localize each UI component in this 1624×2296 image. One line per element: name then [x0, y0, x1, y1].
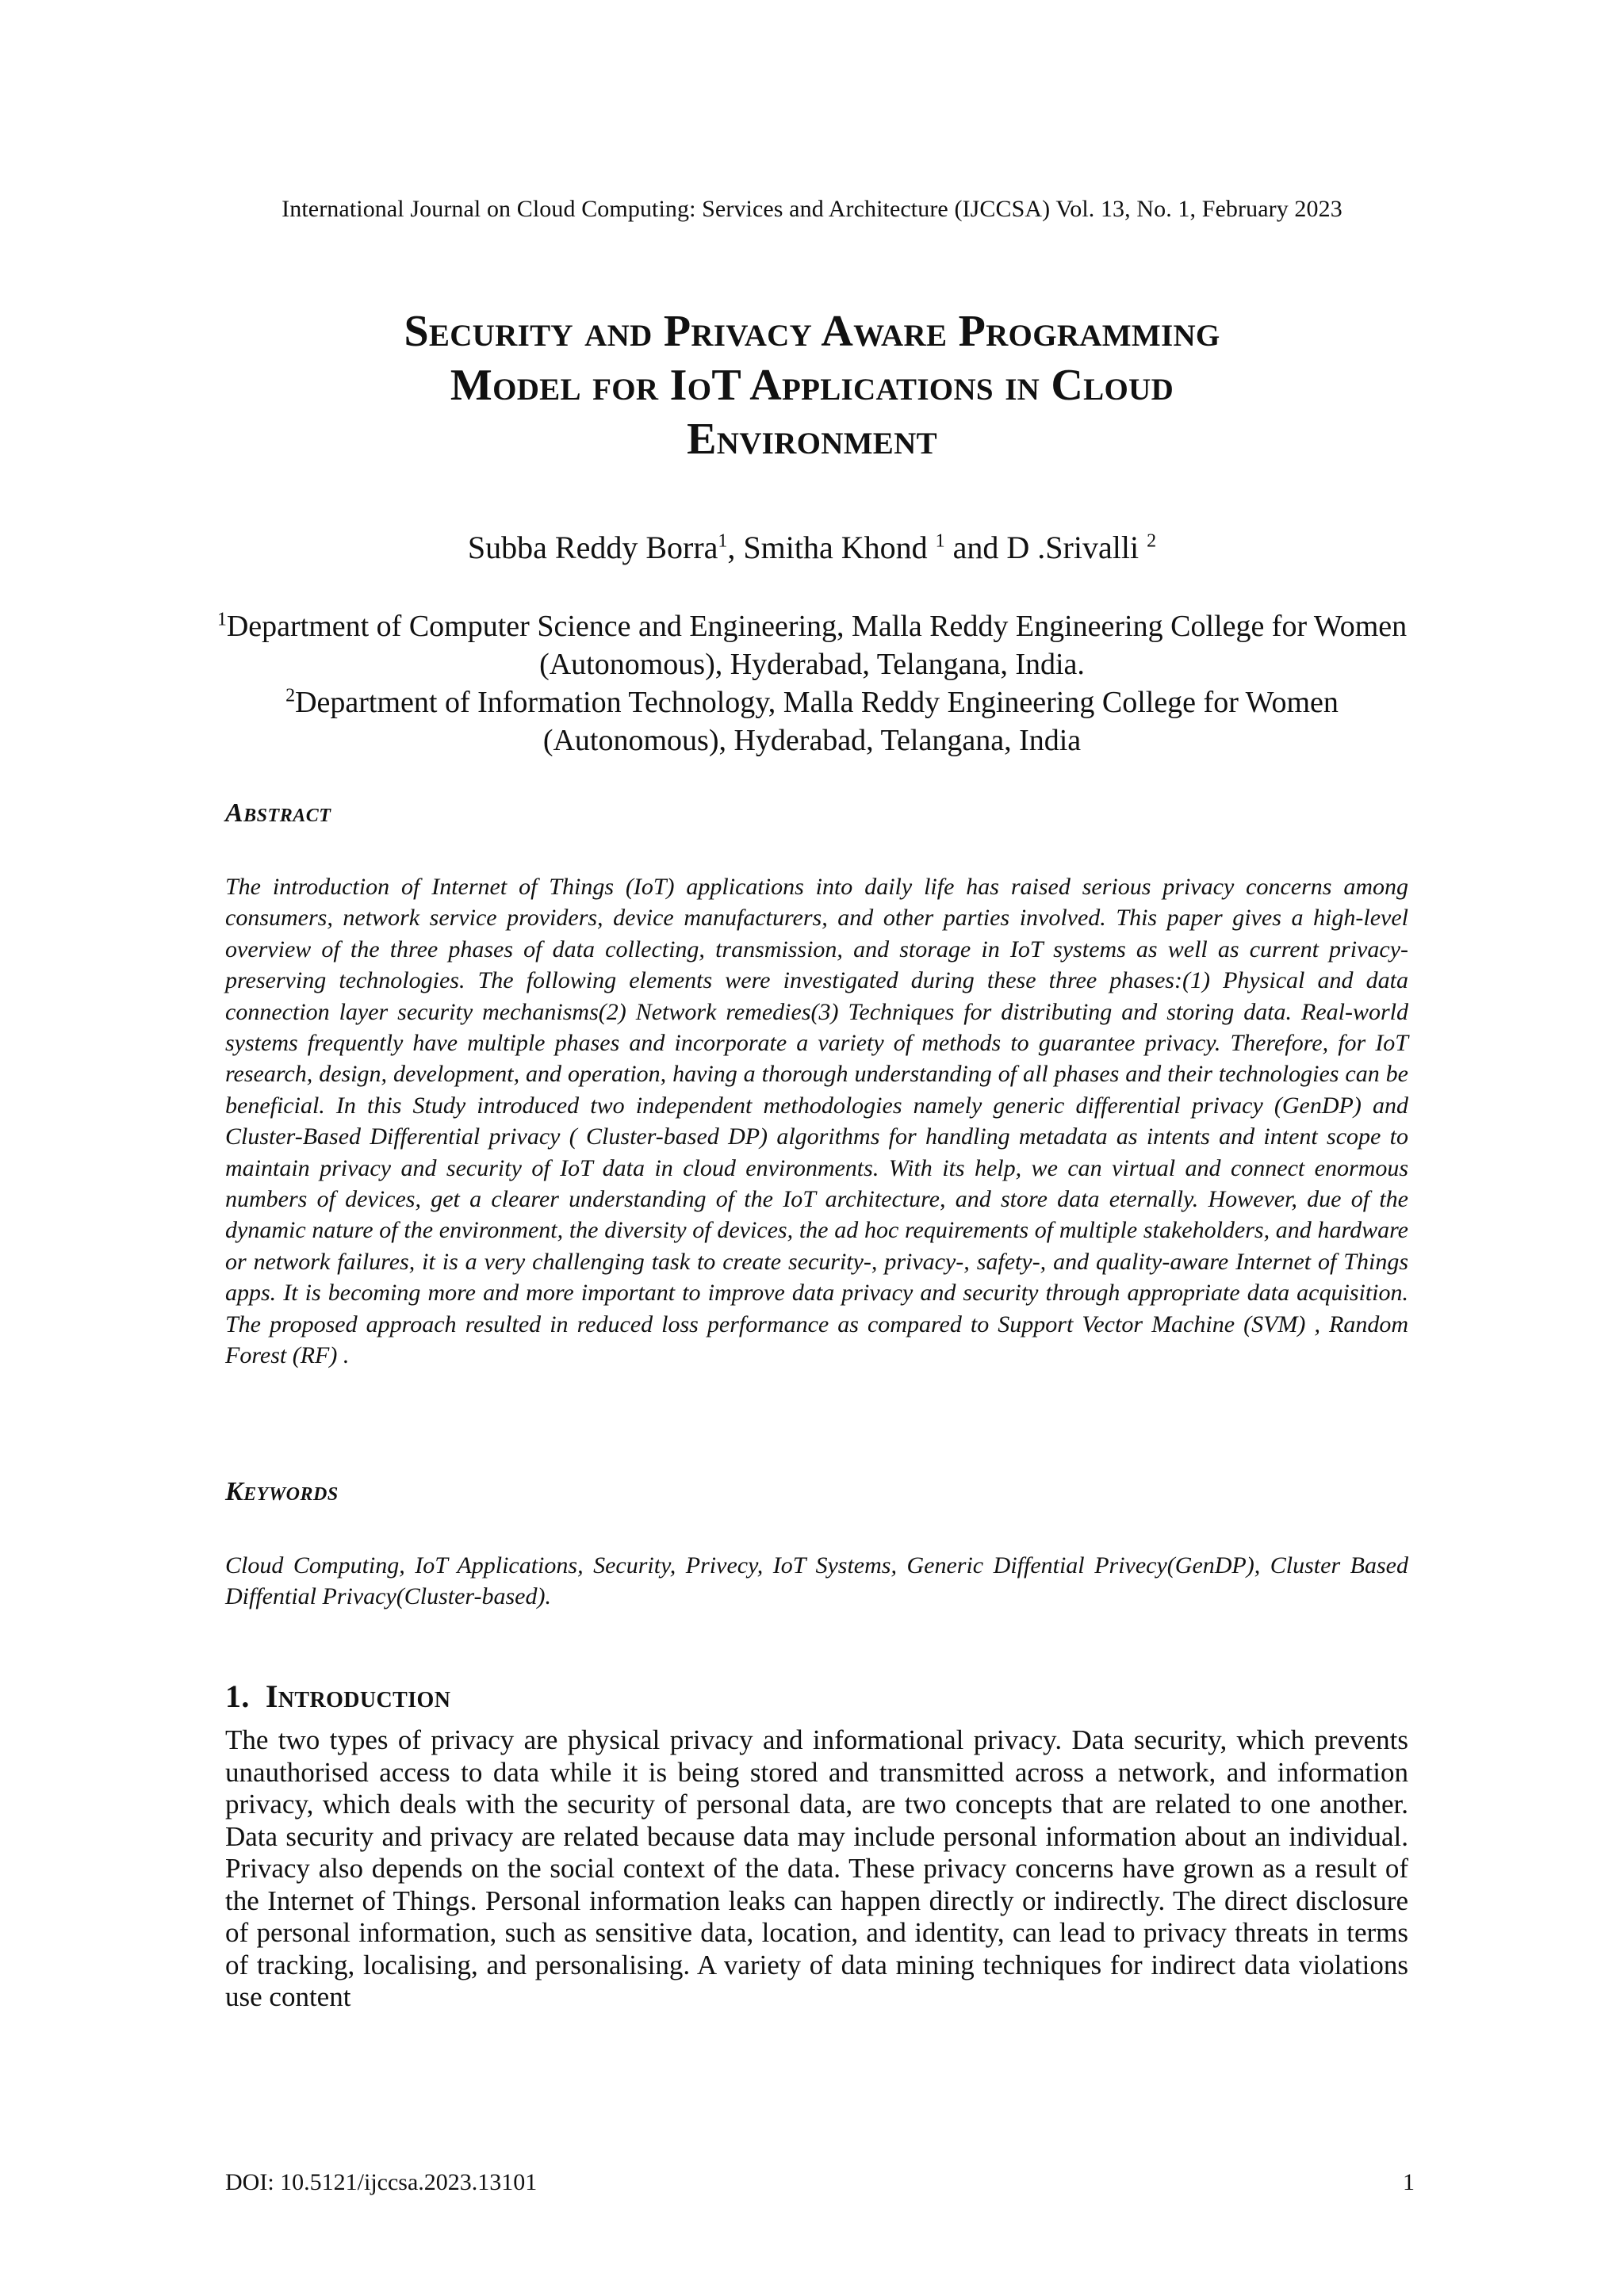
introduction-heading: [225, 1678, 450, 1716]
author-separator: and: [944, 530, 1007, 565]
author-affiliation-mark: 1: [935, 530, 945, 552]
affiliation: [198, 683, 1426, 760]
paper-title: [206, 304, 1418, 466]
page-number: 1: [1403, 2169, 1415, 2195]
paper-title-line-2: Model for IoT Applications in Cloud: [450, 361, 1174, 410]
paper-title-line-3: Environment: [687, 415, 937, 464]
abstract-heading: Abstract: [225, 798, 331, 828]
affiliation-text: Department of Computer Science and Engineering, Malla Reddy Engineering College for Women (Autonomous), Hyderabad, Telangana, India.: [226, 610, 1408, 681]
affiliation-mark: 1: [216, 609, 227, 630]
affiliation: [198, 607, 1426, 683]
affiliation-mark: 2: [285, 685, 296, 706]
author-affiliation-mark: 2: [1147, 530, 1157, 552]
affiliation-text: Department of Information Technology, Malla Reddy Engineering College for Women (Autonomous), Hyderabad, Telangana, India: [295, 686, 1339, 757]
author-separator: ,: [727, 530, 744, 565]
running-header: International Journal on Cloud Computing: Services and Architecture (IJCCSA) Vol. 13, No. 1, February 2023: [282, 196, 1342, 222]
abstract-text: The introduction of Internet of Things (IoT) applications into daily life has raised serious privacy concerns among consumers, network service providers, device manufacturers, and other parties involved. This paper gives a high-level overview of the three phases of data collecting, transmission, and storage in IoT systems as well as current privacy-preserving technologies. The following elements were investigated during these three phases:(1) Physical and data connection layer security mechanisms(2) Network remedies(3) Techniques for distributing and storing data. Real-world systems frequently have multiple phases and incorporate a variety of methods to guarantee privacy. Therefore, for IoT research, design, development, and operation, having a thorough understanding of all phases and their technologies can be beneficial. In this Study introduced two independent methodologies namely generic differential privacy (GenDP) and Cluster-Based Differential privacy ( Cluster-based DP) algorithms for handling metadata as intents and intent scope to maintain privacy and security of IoT data in cloud environments. With its help, we can virtual and connect enormous numbers of devices, get a clearer understanding of the IoT architecture, and store data eternally. However, due of the dynamic nature of the environment, the diversity of devices, the ad hoc requirements of multiple stakeholders, and hardware or network failures, it is a very challenging task to create security-, privacy-, safety-, and quality-aware Internet of Things apps. It is becoming more and more important to improve data privacy and security through appropriate data acquisition. The proposed approach resulted in reduced loss performance as compared to Support Vector Machine (SVM) , Random Forest (RF) .: [225, 874, 1408, 1369]
keywords-text: Cloud Computing, IoT Applications, Security, Privecy, IoT Systems, Generic Diffential Privecy(GenDP), Cluster Based Diffential Privacy(Cluster-based).: [225, 1552, 1408, 1610]
paper-title-line-1: Security and Privacy Aware Programming: [404, 307, 1220, 356]
author-list: [0, 528, 1624, 568]
author-name: Subba Reddy Borra: [467, 530, 718, 565]
keywords-heading: Keywords: [225, 1477, 339, 1506]
author-name: Smitha Khond: [743, 530, 936, 565]
footer-doi: DOI: 10.5121/ijccsa.2023.13101: [225, 2169, 538, 2195]
section-number: 1.: [225, 1678, 250, 1715]
introduction-text: The two types of privacy are physical privacy and informational privacy. Data security, which prevents unauthorised access to data while it is being stored and transmitted across a network, and information privacy, which deals with the security of personal data, are two concepts that are related to one another. Data security and privacy are related because data may include personal information about an individual. Privacy also depends on the social context of the data. These privacy concerns have grown as a result of the Internet of Things. Personal information leaks can happen directly or indirectly. The direct disclosure of personal information, such as sensitive data, location, and identity, can lead to privacy threats in terms of tracking, localising, and personalising. A variety of data mining techniques for indirect data violations use content: [225, 1724, 1408, 2012]
author-name: D .Srivalli: [1006, 530, 1147, 565]
author-affiliation-mark: 1: [718, 530, 728, 552]
section-title: Introduction: [265, 1678, 451, 1715]
